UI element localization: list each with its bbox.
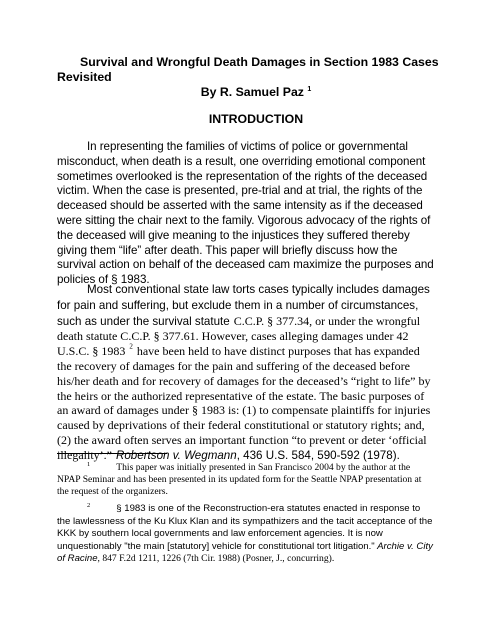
footnote-2	[57, 503, 435, 566]
document-title: Survival and Wrongful Death Damages in Section 1983 Cases Revisited	[57, 55, 439, 84]
author-line	[0, 85, 494, 99]
case-citation-archie: , 847 F.2d 1211, 1226 (7th Cir. 1988) (Posner, J., concurring).	[97, 553, 335, 565]
footnote-1-mark: 1	[87, 460, 91, 468]
paragraph-2-part-c: have been held to have distinct purposes that has expanded the recovery of damages for the pain and suffering of the deceased before his/her death and for recovery of damages for the deceased’s “right to life” by the heirs or the authorized representative of the estate. The basic purposes of an award of damages under § 1983 is: (1) to compensate plaintiffs for injuries caused by deprivations of their federal constitutional or statutory rights; and, (2) the award often serves an important function “to prevent or deter ‘official illegality’.”	[57, 344, 431, 462]
paragraph-1: In representing the families of victims of police or governmental misconduct, when death is a result, one overriding emotional component sometimes overlooked is the representation of the rights of the deceased victim. When the case is presented, pre-trial and at trial, the rights of the deceased should be asserted with the same intensity as if the deceased were sitting the chair next to the family. Vigorous advocacy of the rights of the deceased will give meaning to the injustices they suffered thereby giving them “life” after death. This paper will briefly discuss how the survival action on behalf of the deceased cam maximize the purposes and policies of § 1983.	[57, 140, 434, 287]
paragraph-2-part-a: Most conventional state law torts cases typically includes damages for pain and suffering, but exclude them in a number of circumstances, such as under the survival statute	[57, 283, 430, 328]
paragraph-2	[57, 282, 435, 464]
case-name-robertson: Robertson v. Wegmann	[115, 448, 237, 462]
footnote-2-text: § 1983 is one of the Reconstruction-era statutes enacted in response to the lawlessness of the Ku Klux Klan and its sympathizers and the tacit acceptance of the KKK by southern local governments and law enforcement agencies. It is now unquestionably "the main [statutory] vehicle for constitutional tort litigation."	[57, 503, 433, 552]
section-heading: INTRODUCTION	[208, 112, 304, 126]
footnote-1	[57, 462, 435, 498]
footnote-divider	[57, 453, 167, 454]
case-name-archie: Archie v. City of Racine	[57, 540, 433, 565]
author-footnote-mark: 1	[307, 85, 312, 93]
paragraph-2-part-b: C.C.P. § 377.34, or under the wrongful death statute C.C.P. § 377.61. However, cases alleging damages under 42 U.S.C. § 1983	[57, 313, 421, 359]
paragraph-2-footnote-mark: 2	[129, 342, 133, 351]
author-name: By R. Samuel Paz	[200, 85, 304, 99]
footnote-2-mark: 2	[87, 501, 91, 509]
footnote-1-text: This paper was initially presented in San Francisco 2004 by the author at the NPAP Seminar and has been presented in its updated form for the Seattle NPAP presentation at the request of the organizers.	[57, 462, 422, 497]
case-citation-robertson: , 436 U.S. 584, 590-592 (1978).	[236, 448, 400, 462]
